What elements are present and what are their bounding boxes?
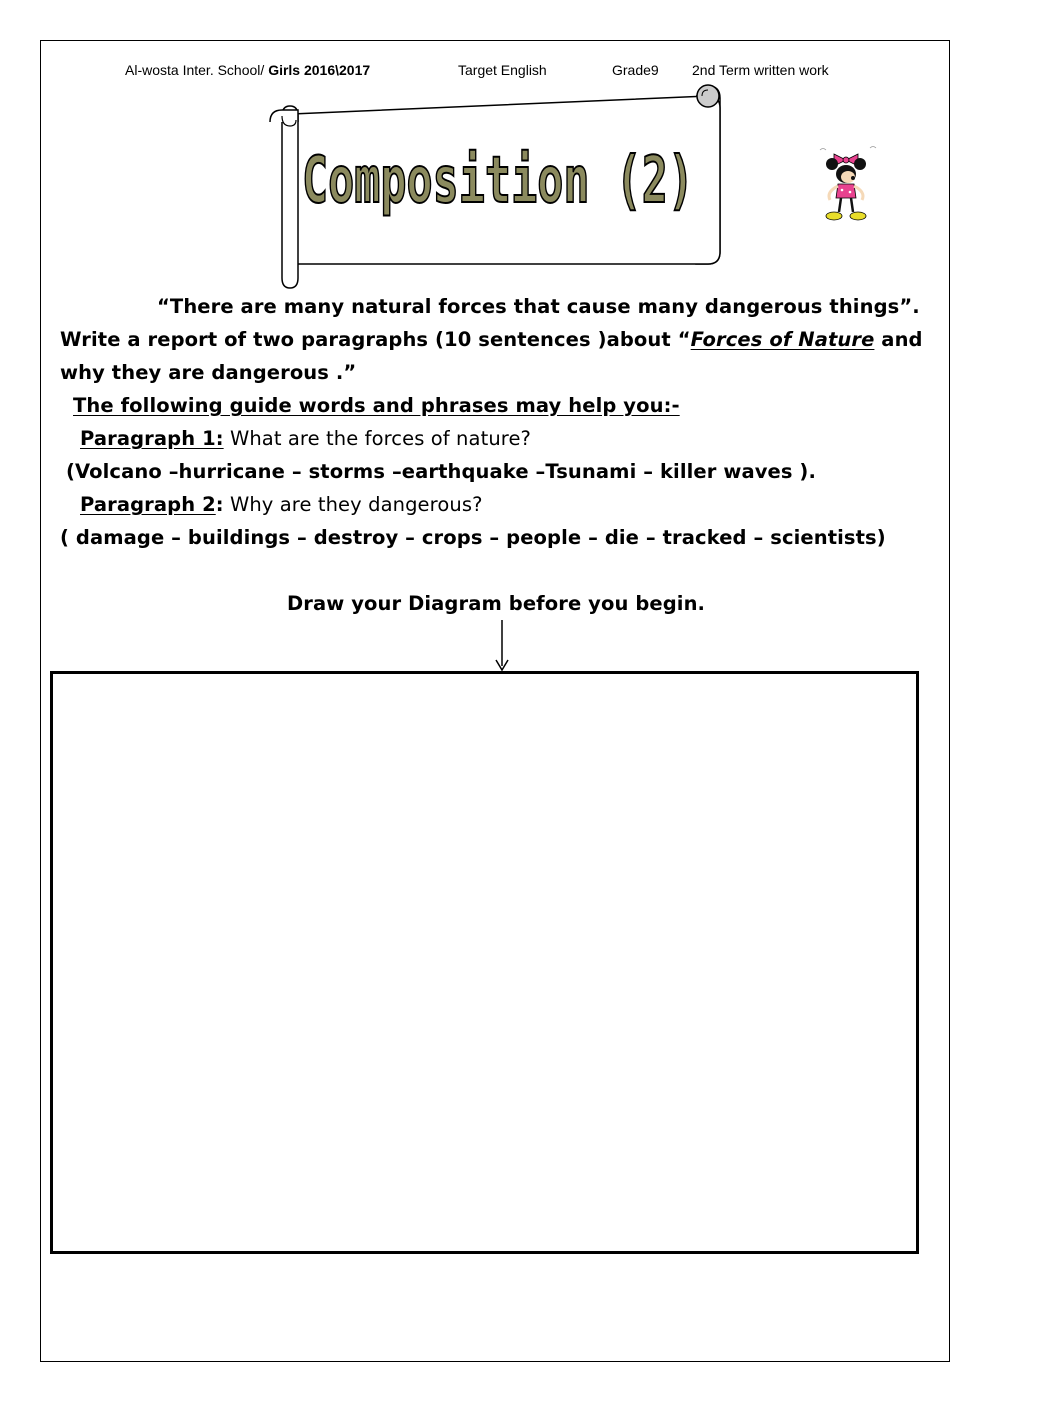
title-text: Composition (2) bbox=[302, 144, 694, 218]
instruction-start: Write a report of two paragraphs (10 sentences )about “ bbox=[60, 328, 691, 351]
instruction-end: and bbox=[874, 328, 923, 351]
paragraph1-line bbox=[80, 427, 960, 450]
document-header bbox=[0, 62, 992, 82]
paragraph1-question: What are the forces of nature? bbox=[223, 427, 532, 450]
guide-heading: The following guide words and phrases may help you:- bbox=[73, 394, 680, 417]
diagram-instruction: Draw your Diagram before you begin. bbox=[286, 592, 706, 615]
paragraph2-colon: : bbox=[215, 493, 224, 516]
prompt-line3: why they are dangerous .” bbox=[60, 361, 357, 384]
down-arrow-icon bbox=[490, 618, 514, 674]
prompt-instruction bbox=[60, 328, 940, 351]
topic-forces-of-nature: Forces of Nature bbox=[690, 328, 875, 351]
prompt-quote: “There are many natural forces that cause many dangerous things”. bbox=[157, 295, 920, 318]
school-year: Girls 2016\2017 bbox=[268, 62, 371, 78]
header-grade: Grade9 bbox=[612, 62, 659, 78]
school-name: Al-wosta Inter. School/ bbox=[125, 62, 265, 78]
header-term: 2nd Term written work bbox=[692, 62, 829, 78]
paragraph2-question: Why are they dangerous? bbox=[223, 493, 483, 516]
paragraph2-label: Paragraph 2 bbox=[80, 493, 216, 516]
paragraph1-label: Paragraph 1: bbox=[80, 427, 224, 450]
header-book: Target English bbox=[458, 62, 547, 78]
paragraph2-line bbox=[80, 493, 960, 516]
paragraph1-words: (Volcano –hurricane – storms –earthquake –Tsunami – killer waves ). bbox=[66, 460, 816, 483]
diagram-drawing-area[interactable] bbox=[50, 671, 919, 1254]
title-scroll-banner bbox=[262, 82, 734, 292]
minnie-mouse-icon bbox=[812, 142, 878, 226]
paragraph2-words: ( damage – buildings – destroy – crops – people – die – tracked – scientists) bbox=[60, 526, 886, 549]
header-school bbox=[125, 62, 370, 78]
